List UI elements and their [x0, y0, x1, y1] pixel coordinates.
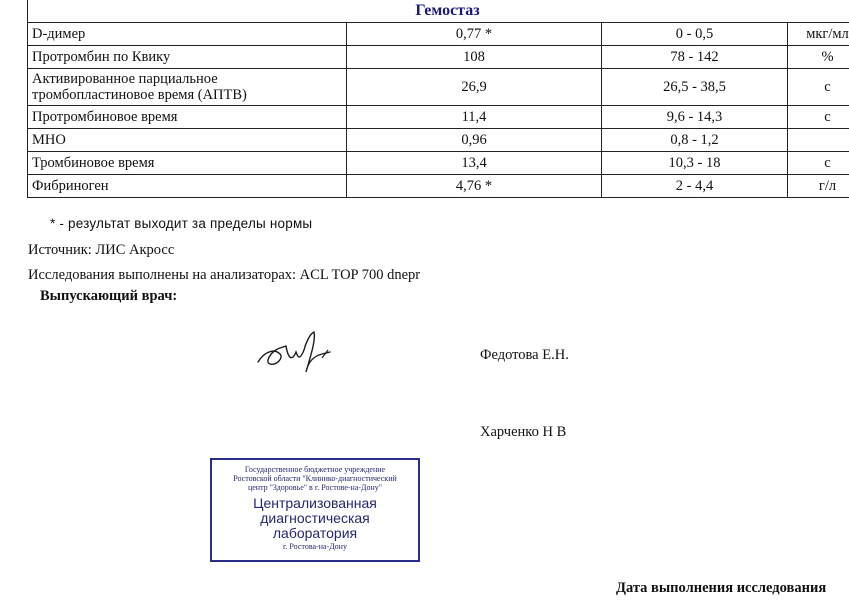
test-unit: %: [788, 46, 849, 69]
test-value: 26,9: [347, 69, 602, 106]
test-name: Тромбиновое время: [28, 152, 347, 175]
test-value: 0,77 *: [347, 23, 602, 46]
test-value: 108: [347, 46, 602, 69]
test-unit: с: [788, 69, 849, 106]
stamp-lab-line: лаборатория: [272, 525, 358, 541]
signature-image: [250, 328, 340, 378]
lab-stamp: [210, 458, 420, 562]
doctor-name-2: Харченко Н В: [480, 424, 567, 440]
table-row: [28, 69, 849, 106]
test-unit: с: [788, 152, 849, 175]
test-unit: г/л: [788, 175, 849, 198]
test-value: 11,4: [347, 106, 602, 129]
execution-date-label: Дата выполнения исследования: [616, 580, 827, 596]
table-row: [28, 106, 849, 129]
source-line: Источник: ЛИС Акросс: [28, 242, 175, 258]
analyzers-line: Исследования выполнены на анализаторах: ACL TOP 700 dnepr: [28, 267, 421, 283]
table-row: [28, 129, 849, 152]
doctor-name-1: Федотова Е.Н.: [480, 347, 569, 363]
stamp-org-line: центр "Здоровье" в г. Ростове-на-Дону": [247, 483, 383, 492]
doctor-label: Выпускающий врач:: [40, 288, 178, 304]
results-table: [27, 0, 849, 198]
stamp-lab-line: Централизованная: [253, 495, 377, 511]
stamp-org-line: Ростовской области "Клинико-диагностический: [233, 474, 397, 483]
test-value: 0,96: [347, 129, 602, 152]
table-row: [28, 23, 849, 46]
test-value: 4,76 *: [347, 175, 602, 198]
test-unit: с: [788, 106, 849, 129]
test-name: Активированное парциальное тромбопластиновое время (АПТВ): [28, 69, 347, 106]
stamp-city: г. Ростова-на-Дону: [283, 542, 347, 551]
table-row: [28, 152, 849, 175]
test-name: МНО: [28, 129, 347, 152]
test-value: 13,4: [347, 152, 602, 175]
table-row: [28, 46, 849, 69]
test-name: Протромбин по Квику: [28, 46, 347, 69]
stamp-org-line: Государственное бюджетное учреждение: [244, 465, 386, 474]
test-range: 78 - 142: [602, 46, 788, 69]
test-range: 26,5 - 38,5: [602, 69, 788, 106]
test-unit: мкг/мл: [788, 23, 849, 46]
stamp-lab-line: диагностическая: [260, 510, 370, 526]
test-name: Протромбиновое время: [28, 106, 347, 129]
test-range: 0,8 - 1,2: [602, 129, 788, 152]
section-row: [28, 0, 849, 23]
test-range: 2 - 4,4: [602, 175, 788, 198]
test-name: Фибриноген: [28, 175, 347, 198]
test-range: 9,6 - 14,3: [602, 106, 788, 129]
test-range: 0 - 0,5: [602, 23, 788, 46]
test-range: 10,3 - 18: [602, 152, 788, 175]
test-unit: [788, 129, 849, 152]
section-title: Гемостаз: [28, 0, 849, 23]
out-of-range-note: * - результат выходит за пределы нормы: [50, 216, 313, 231]
table-row: [28, 175, 849, 198]
test-name: D-димер: [28, 23, 347, 46]
